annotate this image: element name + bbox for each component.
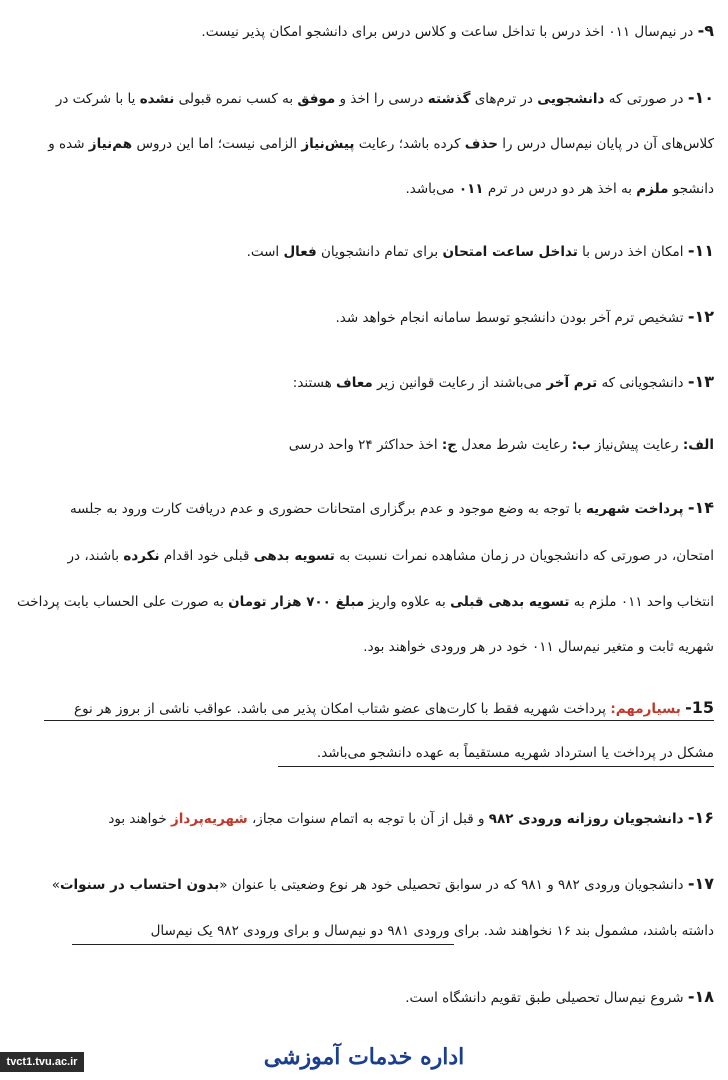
item-text: در نیم‌سال ۰۱۱ اخذ درس با تداخل ساعت و کلاس درس برای دانشجو امکان پذیر نیست.: [201, 24, 698, 40]
bold-text: ملزم: [636, 181, 669, 197]
item-number: ۱۲-: [687, 307, 714, 326]
text: می‌باشد.: [405, 181, 459, 197]
bold-text: دانشجویی: [537, 91, 605, 107]
bold-text: معاف: [336, 375, 373, 391]
text: و قبل از آن با توجه به اتمام سنوات مجاز،: [247, 811, 489, 827]
bold-text: پرداخت شهریه: [585, 501, 684, 517]
bold-text: دانشجویان روزانه ورودی ۹۸۲: [488, 811, 684, 827]
item-number: ۱۷-: [687, 874, 714, 893]
subitem-label: ج:: [441, 437, 457, 453]
text: رعایت پیش‌نیاز: [590, 437, 683, 453]
text: الزامی نیست؛ اما این دروس: [132, 136, 302, 152]
bold-text: فعال: [283, 244, 317, 260]
underlined-text: برای ورودی ۹۸۱ دو نیم‌سال و برای ورودی ۹۸۲ یک نیم‌سال: [150, 923, 480, 939]
item-14-line-3: [14, 591, 714, 613]
item-14-line-1: [14, 497, 714, 519]
bold-text: نکرده: [123, 548, 160, 564]
text: به کسب نمره قبولی: [174, 91, 298, 107]
text: تشخیص ترم آخر بودن دانشجو توسط سامانه انجام خواهد شد.: [335, 310, 688, 326]
item-17-line-1: [14, 873, 714, 895]
text: شده و: [48, 136, 89, 152]
text: برای تمام دانشجویان: [316, 244, 443, 260]
text: یا با شرکت در: [55, 91, 140, 107]
item-12: [14, 306, 714, 328]
text: به علاوه واریز: [364, 594, 451, 610]
bold-text: ترم آخر: [546, 375, 598, 391]
text: انتخاب واحد ۰۱۱ ملزم به: [569, 594, 714, 610]
text: هستند:: [292, 375, 337, 391]
text: کرده باشد؛ رعایت: [354, 136, 465, 152]
bold-text: حذف: [464, 136, 499, 152]
bold-text: نشده: [139, 91, 175, 107]
bold-text: پیش‌نیاز: [301, 136, 355, 152]
bold-text: گذشته: [427, 91, 471, 107]
bold-text: موفق: [297, 91, 336, 107]
item-number: ۱۱-: [687, 241, 714, 260]
text: در صورتی که: [604, 91, 688, 107]
site-url-badge: tvct1.tvu.ac.ir: [0, 1052, 84, 1072]
item-11: [14, 240, 714, 262]
text: مشکل در پرداخت یا استرداد شهریه مستقیماً به عهده دانشجو می‌باشد.: [316, 745, 714, 761]
text: داشته باشند، مشمول بند ۱۶ نخواهند شد.: [479, 923, 714, 939]
item-15-line-1: [14, 697, 714, 719]
text: کلاس‌های آن در پایان نیم‌سال درس را: [498, 136, 714, 152]
item-number: ۱۳-: [687, 372, 714, 391]
bold-text: هم‌نیاز: [88, 136, 133, 152]
underline-rule: [72, 944, 454, 945]
item-10-line-1: [14, 87, 714, 109]
item-number: ۹-: [697, 21, 714, 40]
item-13-subitems: [14, 434, 714, 456]
text: اخذ حداکثر ۲۴ واحد درسی: [288, 437, 442, 453]
underline-rule: [278, 766, 714, 767]
text: دانشجویانی که: [597, 375, 688, 391]
text: به صورت علی الحساب بابت پرداخت: [17, 594, 229, 610]
item-15-line-2: [14, 742, 714, 764]
text: قبلی خود اقدام: [159, 548, 254, 564]
bold-text: مبلغ ۷۰۰ هزار تومان: [228, 594, 365, 610]
text: است.: [246, 244, 284, 260]
item-17-line-2: [14, 920, 714, 942]
underline-rule: [44, 720, 714, 721]
office-title: اداره خدمات آموزشی: [263, 1044, 465, 1070]
item-18: [14, 986, 714, 1008]
bold-text: بدون احتساب در سنوات: [59, 877, 220, 893]
text: امتحان، در صورتی که دانشجویان در زمان مشاهده نمرات نسبت به: [334, 548, 714, 564]
text: باشند، در: [67, 548, 124, 564]
item-14-line-2: [14, 545, 714, 567]
text: درسی را اخذ و: [335, 91, 428, 107]
bold-text: ۰۱۱: [458, 181, 484, 197]
item-10-line-2: [14, 133, 714, 155]
highlight-text: شهریه‌پرداز: [171, 811, 248, 827]
item-9: [14, 20, 714, 42]
text: به اخذ هر دو درس در ترم: [483, 181, 637, 197]
bold-text: تسویه بدهی: [253, 548, 335, 564]
text: پرداخت شهریه فقط با کارت‌های عضو شتاب امکان پذیر می باشد. عواقب ناشی از بروز هر نوع: [74, 701, 611, 717]
text: »: [51, 877, 60, 893]
text: خواهند بود: [108, 811, 172, 827]
item-number: ۱۴-: [687, 498, 714, 517]
text: می‌باشند از رعایت قوانین زیر: [372, 375, 547, 391]
subitem-label: ب:: [571, 437, 591, 453]
subitem-label: الف:: [682, 437, 714, 453]
item-14-line-4: [14, 636, 714, 658]
item-number: ۱۸-: [687, 987, 714, 1006]
text: امکان اخذ درس با: [577, 244, 688, 260]
text: دانشجویان ورودی ۹۸۲ و ۹۸۱ که در سوابق تحصیلی خود هر نوع وضعیتی با عنوان «: [219, 877, 688, 893]
item-number: ۱۰-: [687, 88, 714, 107]
bold-text: تسویه بدهی قبلی: [450, 594, 570, 610]
item-number: 15-: [685, 698, 714, 717]
item-number: ۱۶-: [687, 808, 714, 827]
item-10-line-3: [14, 178, 714, 200]
text: رعایت شرط معدل: [457, 437, 572, 453]
item-16: [14, 807, 714, 829]
text: شروع نیم‌سال تحصیلی طبق تقویم دانشگاه است.: [405, 990, 688, 1006]
text: دانشجو: [668, 181, 714, 197]
text: با توجه به وضع موجود و عدم برگزاری امتحانات حضوری و عدم دریافت کارت ورود به جلسه: [70, 501, 586, 517]
item-13: [14, 371, 714, 393]
text: در ترم‌های: [470, 91, 538, 107]
important-label: بسیار‌مهم:: [610, 701, 681, 717]
bold-text: تداخل ساعت امتحان: [442, 244, 578, 260]
text: شهریه ثابت و متغیر نیم‌سال ۰۱۱ خود در هر ورودی خواهند بود.: [363, 639, 714, 655]
